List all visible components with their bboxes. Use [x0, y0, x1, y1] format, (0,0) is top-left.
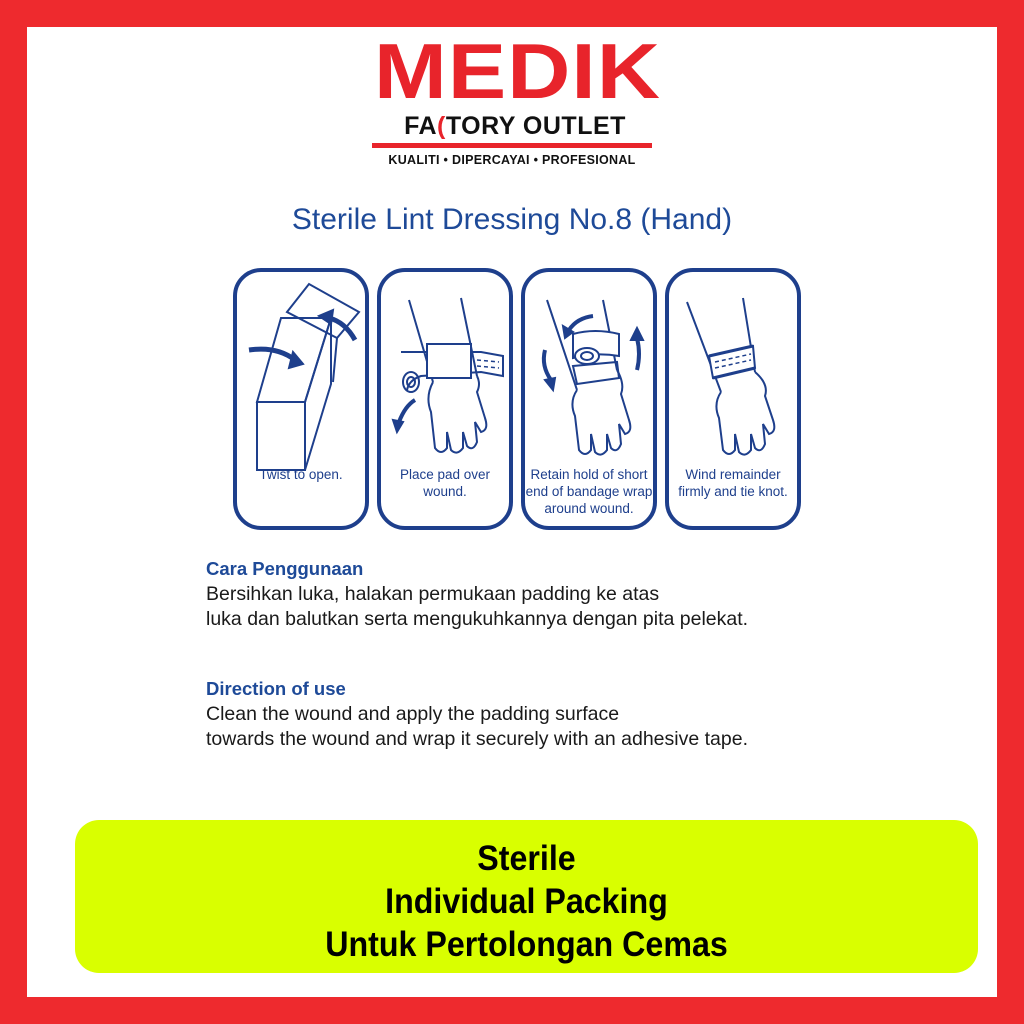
instructions-text-en-line2: towards the wound and wrap it securely with an adhesive tape.	[206, 728, 748, 750]
crescent-icon: (	[437, 112, 446, 140]
step-panel-2	[377, 268, 513, 530]
caption-line: Place pad over	[399, 467, 491, 482]
instructions-text-ms-line2: luka dan balutkan serta mengukuhkannya dengan pita pelekat.	[206, 608, 749, 630]
instructions-text-en-line1: Clean the wound and apply the padding surface	[206, 703, 620, 725]
brand-logo-subtitle	[375, 112, 655, 140]
logo-divider	[372, 143, 652, 148]
sterile-banner	[75, 820, 978, 973]
brand-logo-medik: MEDIK	[373, 27, 662, 115]
caption-line: wound.	[423, 484, 467, 499]
step-caption-4	[669, 466, 797, 500]
twist-box-icon	[237, 272, 365, 526]
caption-line: around wound.	[544, 501, 634, 516]
step-panel-3	[521, 268, 657, 530]
banner-line-2: Individual Packing	[385, 882, 668, 921]
step-caption-2	[381, 466, 509, 500]
caption-line: firmly and tie knot.	[678, 484, 788, 499]
caption-line: end of bandage wrap	[525, 484, 653, 499]
caption-line: Retain hold of short	[530, 467, 648, 482]
caption-line: Wind remainder	[685, 467, 781, 482]
subtitle-part: TORY OUTLET	[445, 112, 626, 140]
product-title: Sterile Lint Dressing No.8 (Hand)	[291, 203, 733, 236]
step-panel-1	[233, 268, 369, 530]
banner-line-3: Untuk Pertolongan Cemas	[325, 925, 728, 964]
caption-line: Twist to open.	[259, 467, 343, 482]
step-caption-3	[525, 466, 653, 517]
instructions-text-ms-line1: Bersihkan luka, halakan permukaan padding ke atas	[206, 583, 660, 605]
instructions-heading-en: Direction of use	[206, 678, 346, 699]
step-caption-1	[237, 466, 365, 483]
step-panel-4	[665, 268, 801, 530]
brand-tagline: KUALITI • DIPERCAYAI • PROFESIONAL	[388, 153, 636, 167]
subtitle-part: FA	[404, 112, 438, 140]
instructions-heading-ms: Cara Penggunaan	[206, 558, 364, 579]
banner-line-1: Sterile	[477, 839, 576, 878]
